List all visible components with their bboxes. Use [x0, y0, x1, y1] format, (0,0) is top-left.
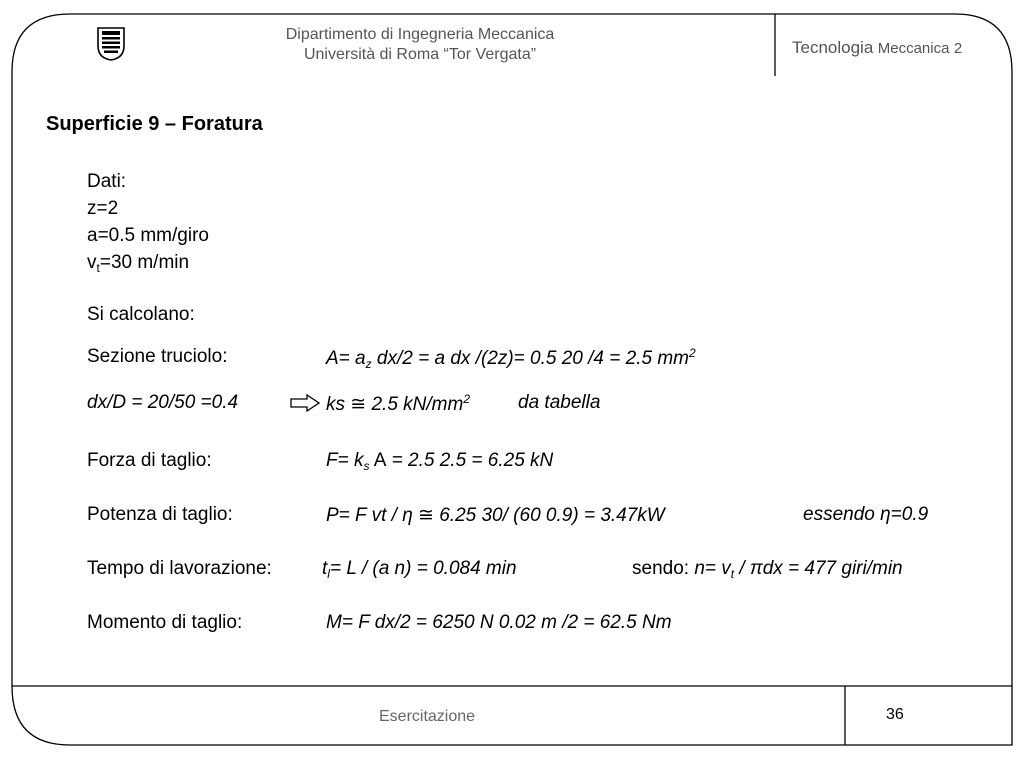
potenza-note: essendo η=0.9 [803, 504, 929, 525]
tempo-label: Tempo di lavorazione: [87, 558, 272, 579]
momento-formula: M= F dx/2 = 6250 N 0.02 m /2 = 62.5 Nm [326, 612, 672, 633]
ks-formula: ks ≅ 2.5 $kN/mm^2$ [326, 392, 471, 415]
right-arrow-icon [290, 394, 320, 412]
data-block [87, 168, 209, 282]
university-seal-icon [96, 26, 126, 62]
calc-label: Si calcolano: [87, 304, 195, 325]
department-name: Dipartimento di Ingegneria Meccanica [285, 26, 555, 43]
footer-section: Esercitazione [379, 708, 476, 725]
university-name: Università di Roma “Tor Vergata” [303, 46, 537, 63]
data-label: Dati: [87, 171, 127, 192]
data-a: a=0.5 mm/giro [87, 225, 209, 246]
sezione-label: Sezione truciolo: [87, 346, 228, 367]
sezione-formula: $A= a_z$ dx/2 = a dx /(2z)= 0.5 20 /4 = 2.5 $mm^2$ [326, 346, 696, 371]
ks-note: da tabella [518, 392, 601, 413]
data-vt: $v_t=30$ m/min [87, 252, 190, 275]
momento-label: Momento di taglio: [87, 612, 243, 633]
header-institution [230, 25, 610, 65]
course-main: Tecnologia [792, 38, 874, 57]
page-number: 36 [886, 706, 904, 723]
potenza-label: Potenza di taglio: [87, 504, 233, 525]
course-num: 2 [953, 40, 963, 57]
ratio-text: dx/D = 20/50 =0.4 [87, 392, 239, 413]
forza-label: Forza di taglio: [87, 450, 212, 471]
slide-title: Superficie 9 – Foratura [46, 113, 263, 135]
potenza-formula: P= F vt / η ≅ 6.25 30/ (60 0.9) = 3.47kW [326, 505, 665, 526]
data-z: z=2 [87, 198, 119, 219]
course-sub: Meccanica [877, 40, 950, 57]
forza-formula: $F= k_s$ A = 2.5 2.5 = 6.25 kN [326, 450, 554, 473]
tempo-formula: $t_l= L / (a$ n) = 0.084 min [322, 558, 517, 581]
course-title [792, 38, 962, 58]
tempo-note: sendo: $n= v_t / \pi dx = 477$ giri/min [632, 558, 903, 581]
